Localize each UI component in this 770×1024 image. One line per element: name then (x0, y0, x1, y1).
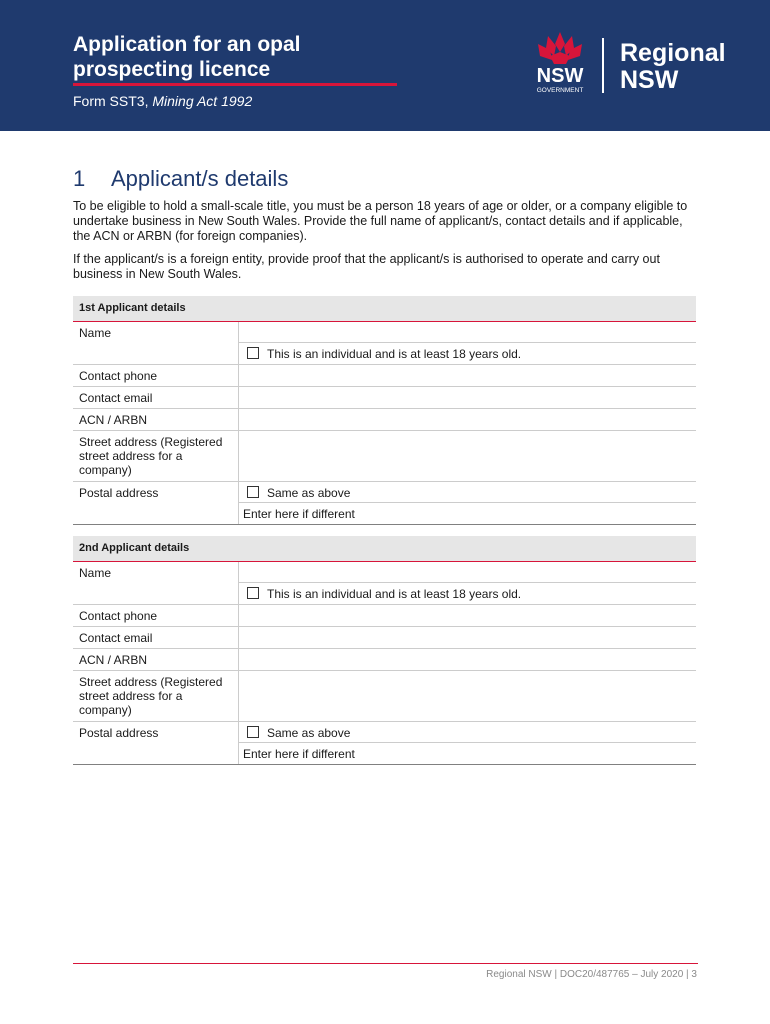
name-row (73, 562, 696, 605)
title-underline (73, 83, 397, 86)
act-name: Mining Act 1992 (152, 93, 253, 109)
form-subtitle (73, 93, 252, 109)
footer-divider (73, 963, 698, 964)
phone-input[interactable] (238, 365, 696, 386)
name-label: Name (79, 566, 112, 580)
brand-regional-nsw: NSW (620, 66, 679, 94)
postal-input[interactable] (239, 743, 696, 764)
postal-label: Postal address (79, 726, 159, 740)
street-row (73, 671, 696, 722)
same-checkbox-row[interactable] (239, 482, 696, 503)
street-input[interactable] (238, 671, 696, 721)
individual-checkbox[interactable] (247, 347, 259, 359)
postal-label: Postal address (79, 486, 159, 500)
name-row (73, 322, 696, 365)
page-header (0, 0, 770, 131)
email-row (73, 627, 696, 649)
nsw-waratah-logo-icon (520, 30, 600, 100)
postal-different-text: Enter here if different (243, 507, 355, 521)
acn-label: ACN / ARBN (79, 653, 148, 667)
individual-checkbox[interactable] (247, 587, 259, 599)
acn-input[interactable] (238, 649, 696, 670)
same-as-above-checkbox[interactable] (247, 486, 259, 498)
phone-label: Contact phone (79, 369, 158, 383)
email-label: Contact email (79, 631, 153, 645)
individual-checkbox-row[interactable] (239, 343, 696, 364)
email-label: Contact email (79, 391, 153, 405)
applicant2-table (73, 536, 696, 765)
brand-government: GOVERNMENT (536, 87, 584, 94)
regional-nsw-brand (620, 40, 726, 94)
phone-row (73, 605, 696, 627)
individual-checkbox-label: This is an individual and is at least 18 years old. (267, 587, 522, 601)
individual-checkbox-row[interactable] (239, 583, 696, 604)
phone-input[interactable] (238, 605, 696, 626)
section-title: Applicant/s details (111, 166, 289, 191)
brand-nsw: NSW (536, 65, 584, 87)
logo-divider (602, 38, 604, 93)
email-row (73, 387, 696, 409)
form-title: Application for an opal prospecting licence (73, 33, 301, 81)
table-heading: 1st Applicant details (73, 296, 696, 322)
email-input[interactable] (238, 387, 696, 408)
phone-row (73, 365, 696, 387)
street-input[interactable] (238, 431, 696, 481)
acn-label: ACN / ARBN (79, 413, 148, 427)
section-number: 1 (73, 166, 86, 191)
phone-label: Contact phone (79, 609, 158, 623)
acn-row (73, 409, 696, 431)
table-heading: 2nd Applicant details (73, 536, 696, 562)
page-footer: Regional NSW | DOC20/487765 – July 2020 | 3 (486, 969, 697, 980)
postal-row (73, 722, 696, 765)
acn-input[interactable] (238, 409, 696, 430)
same-checkbox-row[interactable] (239, 722, 696, 743)
same-as-above-label: Same as above (267, 726, 351, 740)
acn-row (73, 649, 696, 671)
individual-checkbox-label: This is an individual and is at least 18 years old. (267, 347, 522, 361)
postal-different-text: Enter here if different (243, 747, 355, 761)
postal-row (73, 482, 696, 525)
street-label: Street address (Registered street address for a company) (79, 435, 223, 477)
same-as-above-label: Same as above (267, 486, 351, 500)
form-number: Form SST3, (73, 93, 153, 109)
same-as-above-checkbox[interactable] (247, 726, 259, 738)
eligibility-paragraph: To be eligible to hold a small-scale title, you must be a person 18 years of age or older, or a company eligible to undertake business in New South Wales. Provide the full name of applicant/s, contact details and if applicable, the ACN or ARBN (for foreign companies). (73, 199, 688, 243)
section-heading (73, 166, 288, 192)
postal-input[interactable] (239, 503, 696, 524)
email-input[interactable] (238, 627, 696, 648)
name-input[interactable] (239, 322, 696, 343)
name-label: Name (79, 326, 112, 340)
applicant1-table (73, 296, 696, 525)
street-label: Street address (Registered street address for a company) (79, 675, 223, 717)
brand-regional: Regional (620, 39, 726, 67)
foreign-entity-paragraph: If the applicant/s is a foreign entity, provide proof that the applicant/s is authorised to operate and carry out business in New South Wales. (73, 252, 660, 281)
street-row (73, 431, 696, 482)
name-input[interactable] (239, 562, 696, 583)
